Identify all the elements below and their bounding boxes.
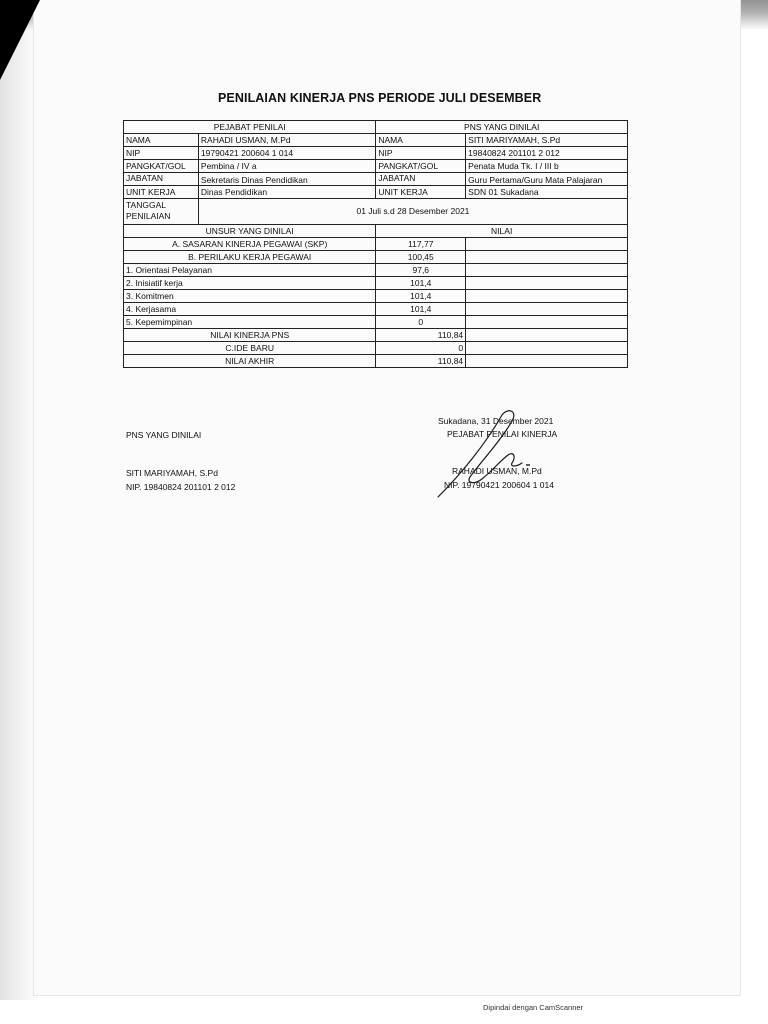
- ide-baru-value: 0: [376, 341, 466, 354]
- header-pns-dinilai: PNS YANG DINILAI: [376, 121, 628, 134]
- skp-label: A. SASARAN KINERJA PEGAWAI (SKP): [124, 237, 376, 250]
- table-row: [124, 276, 628, 289]
- nilai-akhir-value: 110,84: [376, 354, 466, 367]
- pns-name: SITI MARIYAMAH, S.Pd: [126, 468, 218, 478]
- table-row: [124, 289, 628, 302]
- table-row: [124, 237, 628, 250]
- cell-label: NAMA: [124, 134, 199, 147]
- table-row: [124, 354, 628, 367]
- empty-cell: [466, 328, 628, 341]
- place-date: Sukadana, 31 Desember 2021: [438, 416, 554, 426]
- nilai-akhir-label: NILAI AKHIR: [124, 354, 376, 367]
- table-row: [124, 199, 628, 225]
- empty-cell: [466, 354, 628, 367]
- cell-label: UNIT KERJA: [376, 186, 466, 199]
- pejabat-role: PEJABAT PENILAI KINERJA: [447, 429, 558, 439]
- item-value: 101,4: [376, 302, 466, 315]
- cell-label: PANGKAT/GOL: [124, 160, 199, 173]
- empty-cell: [466, 276, 628, 289]
- item-label: 3. Komitmen: [124, 289, 376, 302]
- pns-nip: NIP. 19840824 201101 2 012: [126, 482, 236, 492]
- item-label: 5. Kepemimpinan: [124, 315, 376, 328]
- scanner-watermark: Dipindai dengan CamScanner: [483, 1003, 584, 1012]
- table-row: [124, 315, 628, 328]
- table-header-row: [124, 121, 628, 134]
- item-value: 97,6: [376, 263, 466, 276]
- empty-cell: [466, 263, 628, 276]
- nilai-kinerja-value: 110,84: [376, 328, 466, 341]
- item-value: 101,4: [376, 276, 466, 289]
- pns-role: PNS YANG DINILAI: [126, 430, 202, 440]
- pejabat-name: RAHADI USMAN, M.Pd: [452, 466, 542, 476]
- ide-baru-label: C.IDE BARU: [124, 341, 376, 354]
- empty-cell: [466, 341, 628, 354]
- pejabat-nip: NIP. 19790421 200604 1 014: [444, 480, 554, 490]
- scan-corner: [0, 0, 40, 80]
- table-row: [124, 160, 628, 173]
- nilai-kinerja-label: NILAI KINERJA PNS: [124, 328, 376, 341]
- cell-label: JABATAN: [124, 173, 199, 186]
- skp-value: 117,77: [376, 237, 466, 250]
- table-row: [124, 302, 628, 315]
- tanggal-label-1: TANGGAL: [126, 200, 166, 210]
- cell-value: 19790421 200604 1 014: [198, 147, 375, 160]
- cell-label: UNIT KERJA: [124, 186, 199, 199]
- table-row: [124, 263, 628, 276]
- cell-label: NAMA: [376, 134, 466, 147]
- item-value: 0: [376, 315, 466, 328]
- cell-value: 19840824 201101 2 012: [466, 147, 628, 160]
- document-title: PENILAIAN KINERJA PNS PERIODE JULI DESEMBER: [218, 91, 542, 105]
- tanggal-label-2: PENILAIAN: [126, 211, 171, 222]
- cell-label: PANGKAT/GOL: [376, 160, 466, 173]
- empty-cell: [466, 315, 628, 328]
- tanggal-value: 01 Juli s.d 28 Desember 2021: [198, 199, 627, 225]
- table-row: [124, 250, 628, 263]
- header-pejabat-penilai: PEJABAT PENILAI: [124, 121, 376, 134]
- cell-value: Sekretaris Dinas Pendidikan: [198, 173, 375, 186]
- cell-value: SDN 01 Sukadana: [466, 186, 628, 199]
- table-row: [124, 341, 628, 354]
- table-row: [124, 173, 628, 186]
- cell-value: Penata Muda Tk. I / III b: [466, 160, 628, 173]
- perilaku-value: 100,45: [376, 250, 466, 263]
- handwritten-signature: [430, 405, 560, 505]
- cell-value: Dinas Pendidikan: [198, 186, 375, 199]
- evaluation-table: [123, 120, 628, 368]
- cell-value: Pembina / IV a: [198, 160, 375, 173]
- empty-cell: [466, 250, 628, 263]
- empty-cell: [466, 237, 628, 250]
- cell-value: Guru Pertama/Guru Mata Palajaran: [466, 173, 628, 186]
- item-label: 2. Inisiatif kerja: [124, 276, 376, 289]
- item-label: 1. Orientasi Pelayanan: [124, 263, 376, 276]
- cell-label: [124, 199, 199, 225]
- cell-label: NIP: [124, 147, 199, 160]
- table-row: [124, 328, 628, 341]
- item-label: 4. Kerjasama: [124, 302, 376, 315]
- cell-label: JABATAN: [376, 173, 466, 186]
- item-value: 101,4: [376, 289, 466, 302]
- cell-value: SITI MARIYAMAH, S.Pd: [466, 134, 628, 147]
- table-row: [124, 134, 628, 147]
- cell-value: RAHADI USMAN, M.Pd: [198, 134, 375, 147]
- empty-cell: [466, 302, 628, 315]
- header-unsur: UNSUR YANG DINILAI: [124, 224, 376, 237]
- cell-label: NIP: [376, 147, 466, 160]
- table-row: [124, 147, 628, 160]
- perilaku-label: B. PERILAKU KERJA PEGAWAI: [124, 250, 376, 263]
- table-row: [124, 186, 628, 199]
- header-nilai: NILAI: [376, 224, 628, 237]
- empty-cell: [466, 289, 628, 302]
- scores-header-row: [124, 224, 628, 237]
